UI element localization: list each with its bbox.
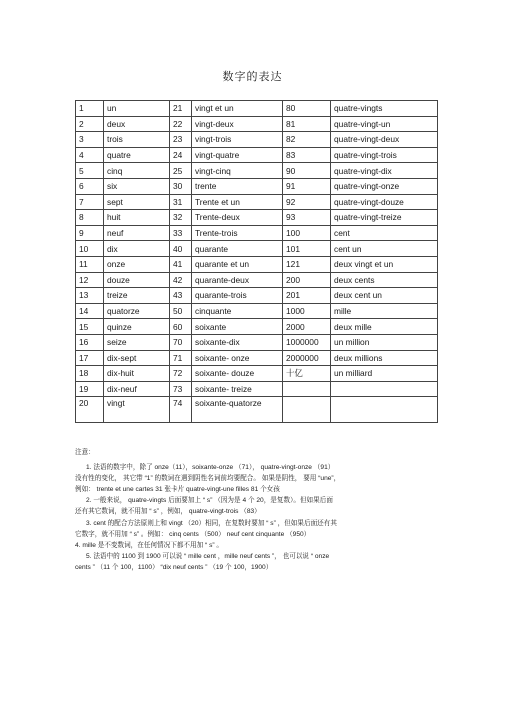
table-cell: 32 bbox=[170, 210, 192, 226]
note-line: 4. mille 是不变数词，在任何情况下都不用加 “ s” 。 bbox=[75, 541, 223, 549]
table-cell: 93 bbox=[283, 210, 331, 226]
table-cell: 80 bbox=[283, 101, 331, 117]
table-cell: soixante- treize bbox=[192, 381, 283, 397]
table-row bbox=[76, 350, 438, 366]
table-cell: 71 bbox=[170, 350, 192, 366]
table-cell: Trente-trois bbox=[192, 225, 283, 241]
note-line: 2. 一般来说， quatre-vingts 后面要加上 “ s” （因为是 4 个 20，是复数）。但如果后面 bbox=[86, 497, 333, 505]
table-row bbox=[76, 116, 438, 132]
note-line: 还有其它数词，就不用加 “ s” ，例如， quatre-vingt-trois （83） bbox=[75, 508, 261, 516]
table-cell: cinquante bbox=[192, 303, 283, 319]
table-cell: 42 bbox=[170, 272, 192, 288]
table-cell: deux mille bbox=[331, 319, 438, 335]
table-cell: deux bbox=[104, 116, 170, 132]
table-cell: 72 bbox=[170, 366, 192, 382]
table-row bbox=[76, 381, 438, 397]
table-cell: 1000000 bbox=[283, 334, 331, 350]
table-row bbox=[76, 272, 438, 288]
table-cell: 13 bbox=[76, 288, 104, 304]
table-cell: 11 bbox=[76, 256, 104, 272]
table-cell: deux cent un bbox=[331, 288, 438, 304]
table-row bbox=[76, 397, 438, 423]
table-cell: 2000 bbox=[283, 319, 331, 335]
table-cell: huit bbox=[104, 210, 170, 226]
table-cell: 81 bbox=[283, 116, 331, 132]
table-cell: quarante-deux bbox=[192, 272, 283, 288]
table-cell: neuf bbox=[104, 225, 170, 241]
table-cell: 6 bbox=[76, 178, 104, 194]
table-cell: 19 bbox=[76, 381, 104, 397]
note-line: 5. 法语中的 1100 到 1900 可以说 “ mille cent ，mille neuf cents ”， 也可以说 “ onze bbox=[86, 552, 330, 560]
table-row bbox=[76, 256, 438, 272]
table-cell bbox=[283, 397, 331, 423]
table-cell: vingt-trois bbox=[192, 132, 283, 148]
table-cell: 23 bbox=[170, 132, 192, 148]
table-cell: 41 bbox=[170, 256, 192, 272]
table-cell: 30 bbox=[170, 178, 192, 194]
table-cell: quatre-vingt-treize bbox=[331, 210, 438, 226]
table-cell: 1 bbox=[76, 101, 104, 117]
table-cell: 1000 bbox=[283, 303, 331, 319]
note-line: 例如： trente et une cartes 31 张卡片 quatre-vingt-une filles 81 个女孩 bbox=[75, 486, 280, 494]
table-cell: soixante- douze bbox=[192, 366, 283, 382]
note-line: cents ” （11 个 100，1100） “dix neuf cents ” （19 个 100，1900） bbox=[75, 563, 273, 571]
table-cell: soixante-dix bbox=[192, 334, 283, 350]
table-cell: quatre bbox=[104, 147, 170, 163]
table-row bbox=[76, 288, 438, 304]
note-line: 没有性的变化， 其它带 “1” 的数词在遇到阴性名词前均要配合。 如果是阴性， 要用 “une”， bbox=[75, 475, 341, 483]
table-cell: quarante bbox=[192, 241, 283, 257]
table-cell: soixante-quatorze bbox=[192, 397, 283, 423]
table-cell: 15 bbox=[76, 319, 104, 335]
table-cell: un million bbox=[331, 334, 438, 350]
table-cell: 14 bbox=[76, 303, 104, 319]
table-cell bbox=[331, 381, 438, 397]
notes-section bbox=[75, 447, 441, 573]
table-cell: 40 bbox=[170, 241, 192, 257]
table-cell: 2000000 bbox=[283, 350, 331, 366]
table-row bbox=[76, 225, 438, 241]
table-cell: 100 bbox=[283, 225, 331, 241]
table-cell: 十亿 bbox=[283, 366, 331, 382]
table-cell: 12 bbox=[76, 272, 104, 288]
table-cell: vingt-quatre bbox=[192, 147, 283, 163]
table-cell: 7 bbox=[76, 194, 104, 210]
table-row bbox=[76, 163, 438, 179]
table-row bbox=[76, 101, 438, 117]
table-cell: 5 bbox=[76, 163, 104, 179]
table-row bbox=[76, 319, 438, 335]
table-cell: 4 bbox=[76, 147, 104, 163]
table-cell: quatorze bbox=[104, 303, 170, 319]
table-cell: 8 bbox=[76, 210, 104, 226]
numbers-table bbox=[75, 100, 438, 423]
table-cell: dix bbox=[104, 241, 170, 257]
table-cell: quatre-vingt-douze bbox=[331, 194, 438, 210]
table-cell: deux millions bbox=[331, 350, 438, 366]
table-cell bbox=[331, 397, 438, 423]
table-cell: 2 bbox=[76, 116, 104, 132]
table-cell: quatre-vingts bbox=[331, 101, 438, 117]
table-cell: 43 bbox=[170, 288, 192, 304]
table-cell: vingt-cinq bbox=[192, 163, 283, 179]
table-cell: trente bbox=[192, 178, 283, 194]
table-cell: 24 bbox=[170, 147, 192, 163]
note-line: 3. cent 的配合方法原则上和 vingt （20）相同，在复数时要加 “ s” ，但如果后面还有其 bbox=[86, 519, 337, 527]
table-cell: quinze bbox=[104, 319, 170, 335]
table-cell: 200 bbox=[283, 272, 331, 288]
table-row bbox=[76, 210, 438, 226]
table-cell: 91 bbox=[283, 178, 331, 194]
table-cell: vingt bbox=[104, 397, 170, 423]
table-cell: soixante bbox=[192, 319, 283, 335]
table-cell: 70 bbox=[170, 334, 192, 350]
table-row bbox=[76, 366, 438, 382]
table-cell: cent bbox=[331, 225, 438, 241]
table-cell: cent un bbox=[331, 241, 438, 257]
table-cell: dix-sept bbox=[104, 350, 170, 366]
note-line: 它数字，就不用加 “ s” 。例如： cinq cents （500） neuf cent cinquante （950） bbox=[75, 530, 311, 538]
table-cell: onze bbox=[104, 256, 170, 272]
table-cell: un bbox=[104, 101, 170, 117]
table-cell: 10 bbox=[76, 241, 104, 257]
table-cell: 17 bbox=[76, 350, 104, 366]
table-row bbox=[76, 147, 438, 163]
table-cell: 16 bbox=[76, 334, 104, 350]
table-cell: six bbox=[104, 178, 170, 194]
table-cell: 121 bbox=[283, 256, 331, 272]
table-cell: 92 bbox=[283, 194, 331, 210]
table-cell: 90 bbox=[283, 163, 331, 179]
table-cell: 82 bbox=[283, 132, 331, 148]
table-cell bbox=[283, 381, 331, 397]
table-row bbox=[76, 241, 438, 257]
page-title: 数字的表达 bbox=[222, 70, 283, 83]
table-cell: 73 bbox=[170, 381, 192, 397]
table-cell: 20 bbox=[76, 397, 104, 423]
notes-heading: 注意： bbox=[75, 448, 95, 456]
table-cell: douze bbox=[104, 272, 170, 288]
table-cell: dix-neuf bbox=[104, 381, 170, 397]
table-cell: quatre-vingt-deux bbox=[331, 132, 438, 148]
table-cell: mille bbox=[331, 303, 438, 319]
table-cell: soixante- onze bbox=[192, 350, 283, 366]
table-cell: 50 bbox=[170, 303, 192, 319]
table-cell: 3 bbox=[76, 132, 104, 148]
table-cell: quatre-vingt-trois bbox=[331, 147, 438, 163]
table-row bbox=[76, 178, 438, 194]
table-cell: quatre-vingt-un bbox=[331, 116, 438, 132]
table-cell: Trente et un bbox=[192, 194, 283, 210]
table-cell: treize bbox=[104, 288, 170, 304]
table-cell: dix-huit bbox=[104, 366, 170, 382]
table-cell: 83 bbox=[283, 147, 331, 163]
table-cell: seize bbox=[104, 334, 170, 350]
table-cell: 101 bbox=[283, 241, 331, 257]
table-cell: un milliard bbox=[331, 366, 438, 382]
table-row bbox=[76, 132, 438, 148]
table-row bbox=[76, 334, 438, 350]
table-cell: 21 bbox=[170, 101, 192, 117]
table-cell: cinq bbox=[104, 163, 170, 179]
table-cell: deux cents bbox=[331, 272, 438, 288]
table-cell: 201 bbox=[283, 288, 331, 304]
table-cell: vingt-deux bbox=[192, 116, 283, 132]
table-cell: quarante et un bbox=[192, 256, 283, 272]
table-cell: 60 bbox=[170, 319, 192, 335]
table-cell: quarante-trois bbox=[192, 288, 283, 304]
table-cell: 18 bbox=[76, 366, 104, 382]
table-cell: Trente-deux bbox=[192, 210, 283, 226]
table-cell: 25 bbox=[170, 163, 192, 179]
table-cell: deux vingt et un bbox=[331, 256, 438, 272]
table-cell: 22 bbox=[170, 116, 192, 132]
table-cell: 31 bbox=[170, 194, 192, 210]
table-cell: vingt et un bbox=[192, 101, 283, 117]
note-line: 1. 法语的数字中，除了 onze（11），soixante-onze （71）， quatre-vingt-onze （91） bbox=[86, 464, 335, 472]
table-cell: 74 bbox=[170, 397, 192, 423]
table-cell: trois bbox=[104, 132, 170, 148]
table-cell: quatre-vingt-onze bbox=[331, 178, 438, 194]
table-row bbox=[76, 303, 438, 319]
table-cell: quatre-vingt-dix bbox=[331, 163, 438, 179]
table-cell: sept bbox=[104, 194, 170, 210]
table-cell: 9 bbox=[76, 225, 104, 241]
table-cell: 33 bbox=[170, 225, 192, 241]
table-row bbox=[76, 194, 438, 210]
